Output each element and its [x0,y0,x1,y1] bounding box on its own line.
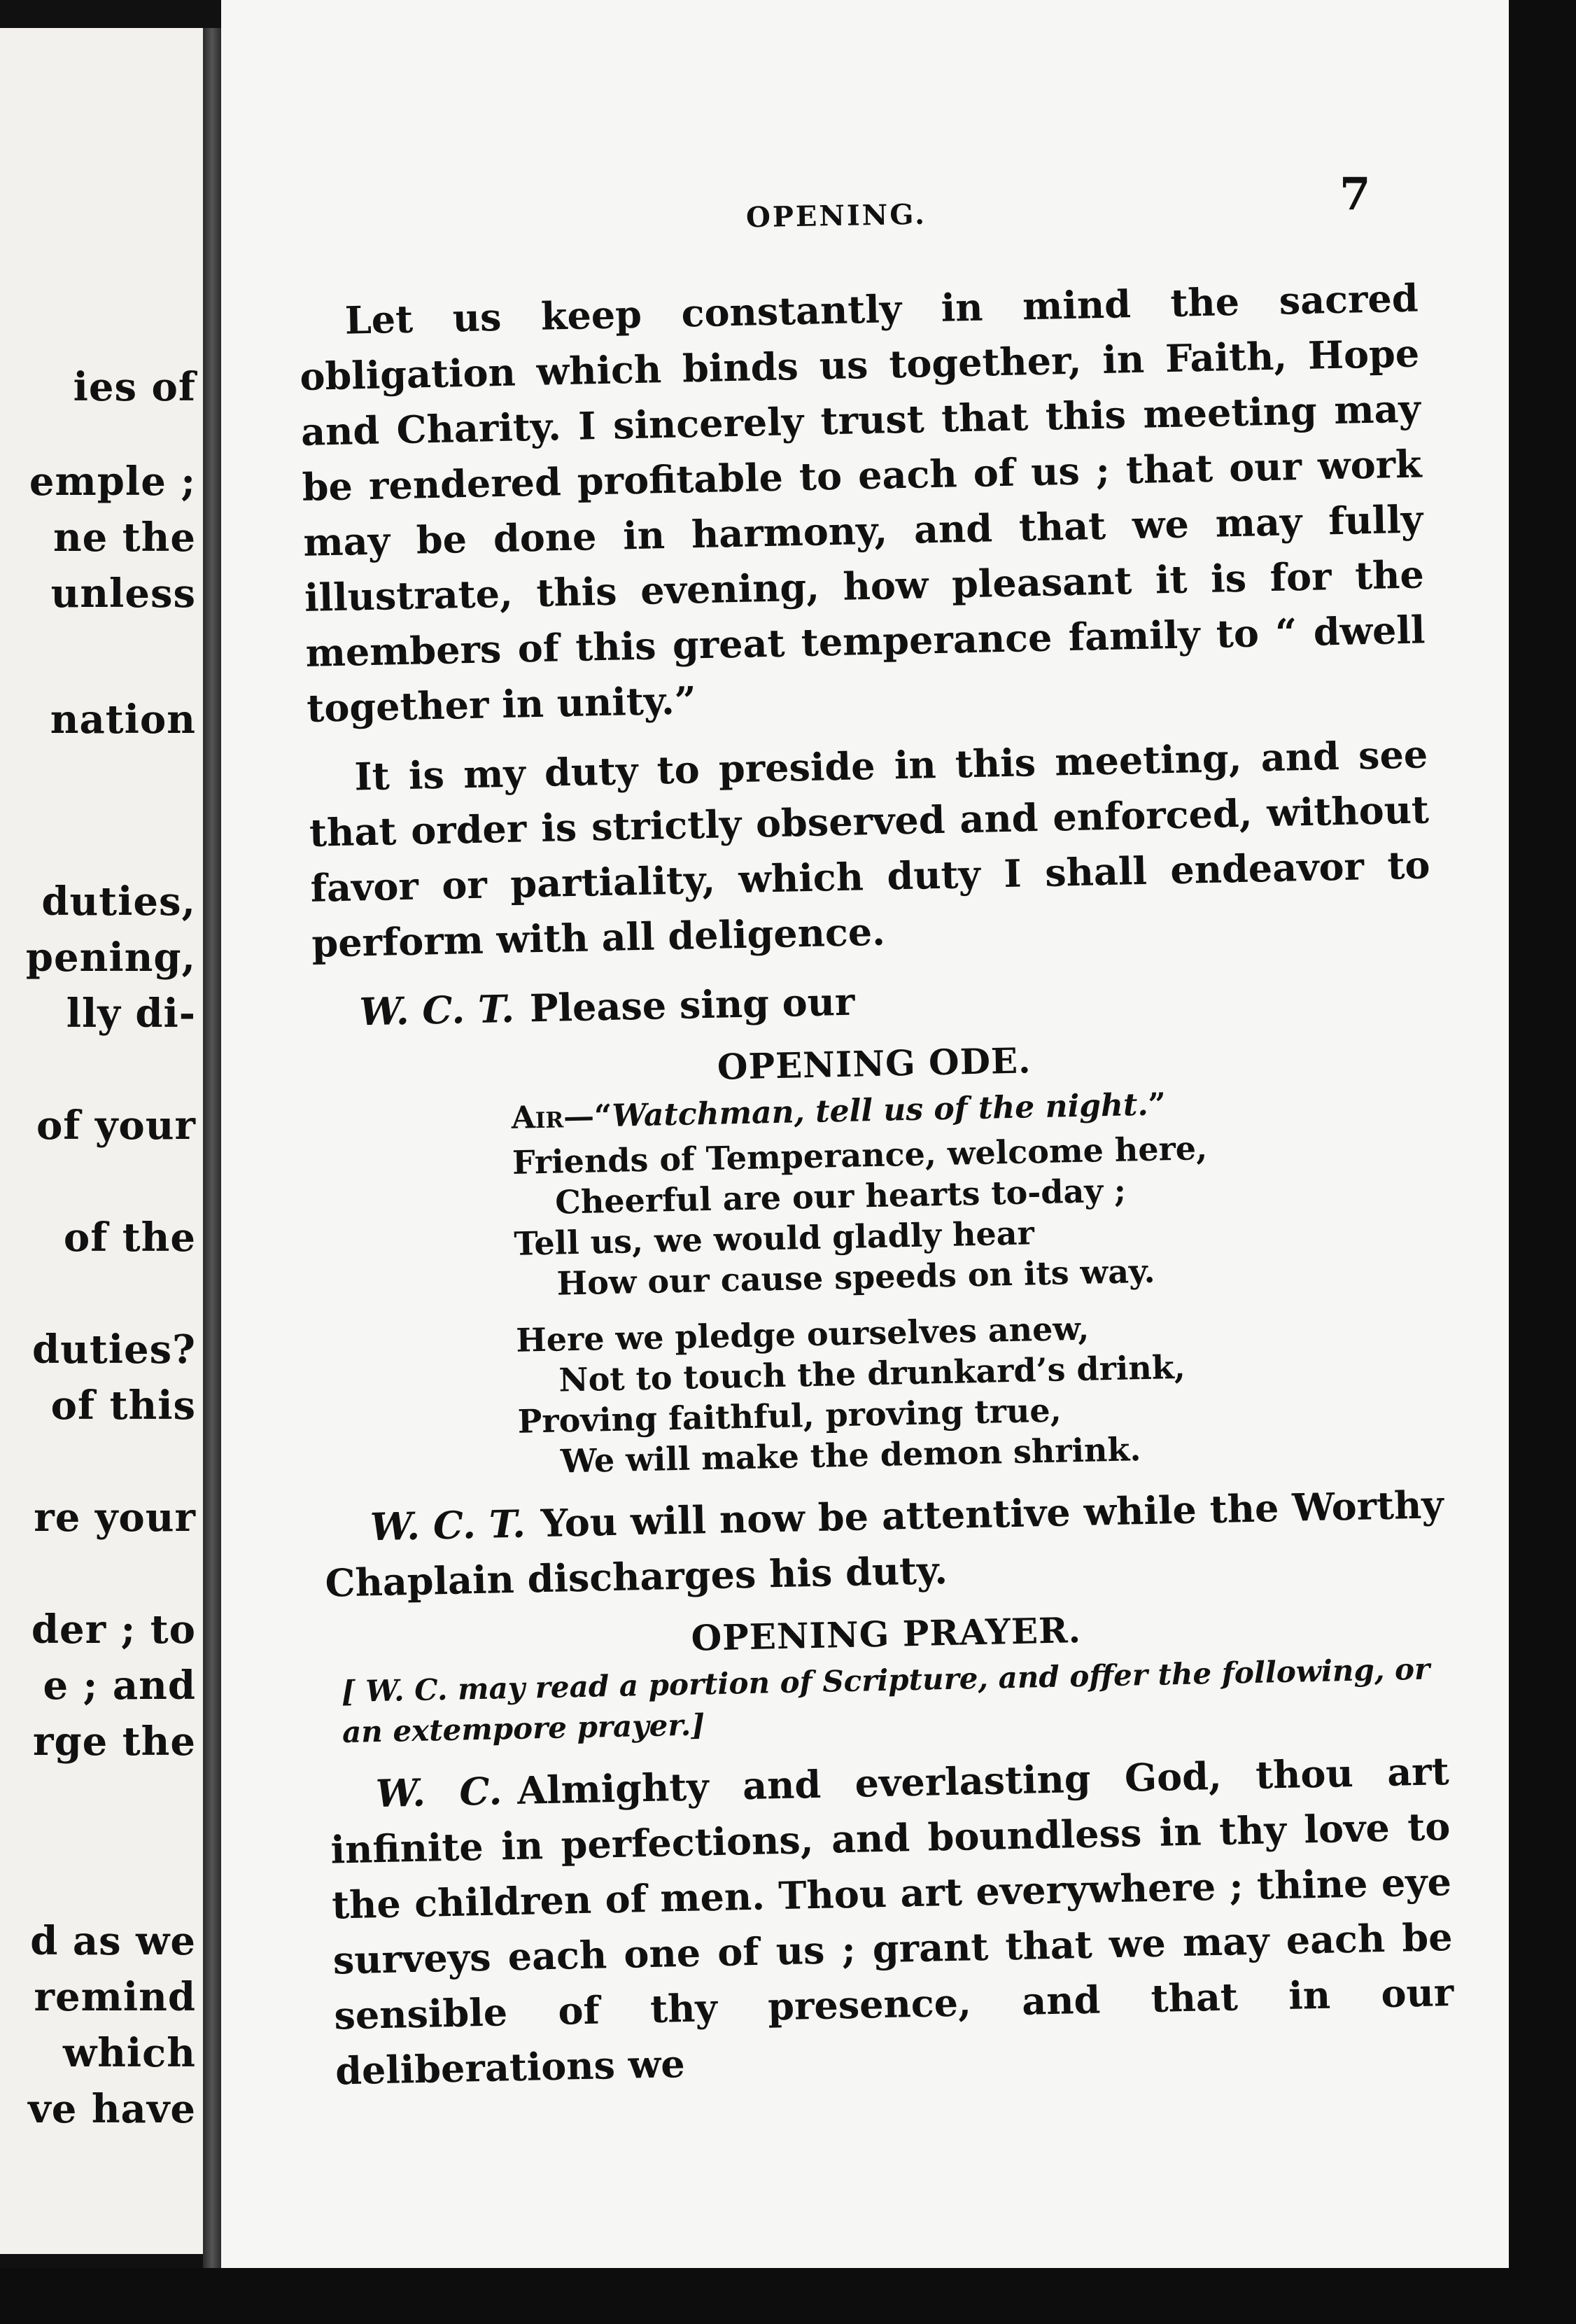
page-7 [221,0,1509,2268]
left-fragment: d as we [30,1918,196,1964]
speaker-label: W. C. T. [370,1501,526,1550]
rubric-note: [ W. C. may read a portion of Scripture, and offer the following, or an extempore prayer.] [341,1651,1430,1750]
page-number: 7 [1339,168,1371,220]
left-fragment: emple ; [29,458,196,505]
scan-border-right [1509,0,1576,2324]
ode-stanza-2 [320,1301,1443,1486]
verse-line: Here we pledge ourselves anew, [515,1309,1090,1359]
prayer-text: Almighty and everlasting God, thou art infinite in perfections, and boundless in thy love to the children of men. Thou art everywhere ; thine eye surveys each one of us ; grant that we may each be sensible of thy presence, and that in our deliberations we [330,1749,1454,2094]
left-fragment: pening, [25,934,196,981]
air-close: ” [1148,1086,1167,1123]
facing-page-left [0,28,210,2254]
left-fragment: rge the [33,1718,196,1765]
wct-text-1: Please sing our [529,979,855,1031]
prayer-heading: OPENING PRAYER. [691,1609,1082,1659]
left-fragment: of your [36,1102,196,1149]
paragraph-2: It is my duty to preside in this meeting, and see that order is strictly observed and enforced, without favor or partiality, which duty I shall endeavor to perform with all deligence. [309,732,1431,966]
left-fragment: re your [34,1494,196,1541]
speaker-label: W. C. T. [358,986,515,1035]
wct-text-2: You will now be attentive while the Worthy Chaplain discharges his duty. [324,1482,1444,1606]
page-body [298,270,1456,2099]
ode-stanza-1 [316,1123,1440,1308]
scan-border-bottom [0,2268,1576,2324]
running-head: OPENING. [745,197,927,234]
left-fragment: of the [63,1214,196,1261]
left-fragment: which [62,2030,196,2076]
left-fragment: der ; to [31,1606,196,1653]
air-title: Watchman, tell us of the night. [611,1086,1149,1134]
verse-line: Cheerful are our hearts to-day ; [554,1171,1127,1222]
left-fragment: unless [50,570,196,617]
ode-heading: OPENING ODE. [717,1040,1032,1088]
left-fragment: nation [50,696,196,743]
left-fragment: duties? [32,1326,196,1373]
verse-line: Tell us, we would gladly hear [513,1214,1035,1263]
air-label: Air—“ [511,1098,612,1136]
wct-instruction-2 [323,1477,1445,1611]
paragraph-1: Let us keep constantly in mind the sacred obligation which binds us together, in Faith, Hope and Charity. I sincerely trust that this meeting may be rendered profitable to each of us ; that our work may be done in harmony, and that we may fully illustrate, this evening, how pleasant it is for the members of this great temperance family to “ dwell together in unity.” [299,275,1426,731]
left-fragment: ve have [28,2086,196,2132]
verse-line: Not to touch the drunkard’s drink, [558,1348,1186,1399]
verse-line: How our cause speeds on its way. [556,1252,1155,1303]
verse-line: Friends of Temperance, welcome here, [512,1129,1208,1182]
book-gutter [203,28,221,2268]
verse-line: We will make the demon shrink. [560,1430,1141,1480]
speaker-label: W. C. [375,1768,502,1816]
left-fragment: ne the [52,514,196,561]
left-fragment: remind [34,1974,196,2020]
verse-line: Proving faithful, proving true, [517,1391,1062,1441]
left-fragment: of this [50,1382,196,1429]
opening-prayer [329,1744,1456,2099]
left-fragment: ies of [73,364,196,410]
left-fragment: lly di- [66,990,196,1037]
left-fragment: e ; and [43,1662,196,1709]
left-fragment: duties, [41,878,196,925]
